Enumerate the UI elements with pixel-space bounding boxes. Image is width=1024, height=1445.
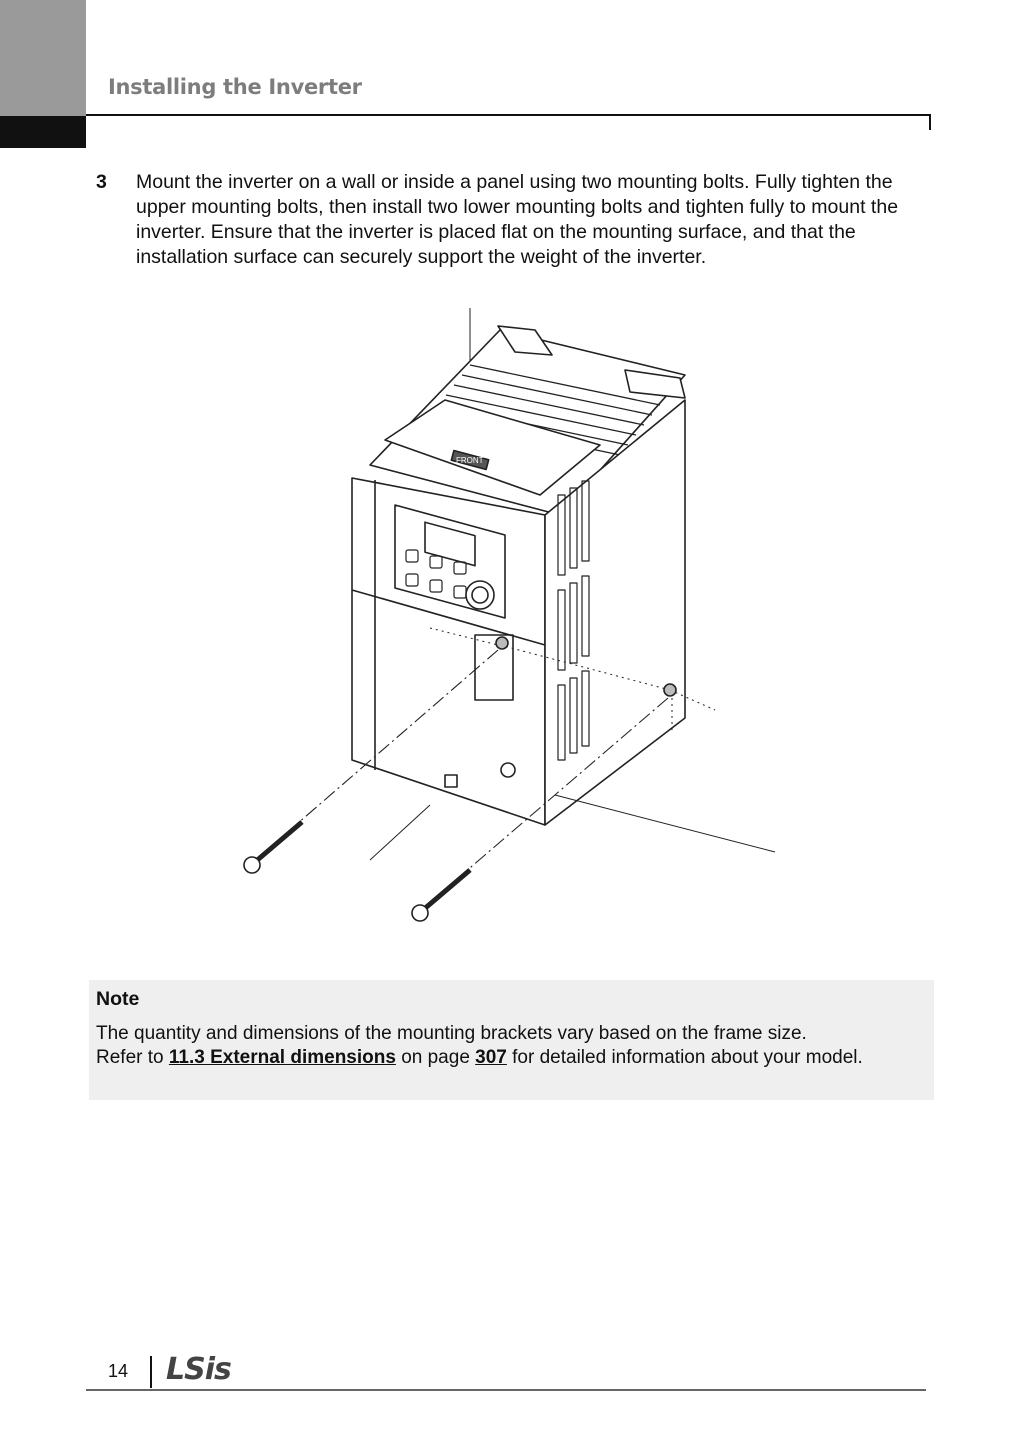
step-text: Mount the inverter on a wall or inside a panel using two mounting bolts. Fully tighten the upper mounting bolts, then install two lower mounting bolts and tighten fully to mount the inverter. Ensure that the inverter is placed flat on the mounting surface, and that the installation surface can securely support the weight of the inverter. [136, 171, 899, 268]
chapter-tab [0, 0, 86, 116]
step-number: 3 [96, 171, 107, 193]
inverter-mounting-illustration [230, 300, 790, 940]
note-refer-prefix: Refer to [96, 1047, 169, 1068]
screw-icon [244, 822, 302, 873]
section-title: Installing the Inverter [108, 75, 362, 99]
screw-icon [412, 870, 470, 921]
chapter-tab-marker [0, 116, 86, 148]
footer-rule [86, 1389, 926, 1391]
note-refer-mid: on page [395, 1047, 476, 1068]
external-dimensions-link[interactable]: 11.3 External dimensions [168, 1047, 396, 1068]
note-text [96, 1022, 916, 1070]
note-box [89, 980, 934, 1100]
footer-separator [150, 1356, 152, 1388]
note-line-1: The quantity and dimensions of the mounting brackets vary based on the frame size. [96, 1023, 807, 1044]
header-rule-tick [929, 114, 931, 130]
page-number: 14 [108, 1361, 129, 1381]
note-title: Note [96, 988, 140, 1010]
note-refer-suffix: for detailed information about your model. [506, 1047, 863, 1068]
header-rule [86, 114, 931, 116]
front-label: FRONT [456, 456, 484, 465]
lsis-logo: LSis [166, 1352, 231, 1387]
page-307-link[interactable]: 307 [475, 1047, 507, 1068]
